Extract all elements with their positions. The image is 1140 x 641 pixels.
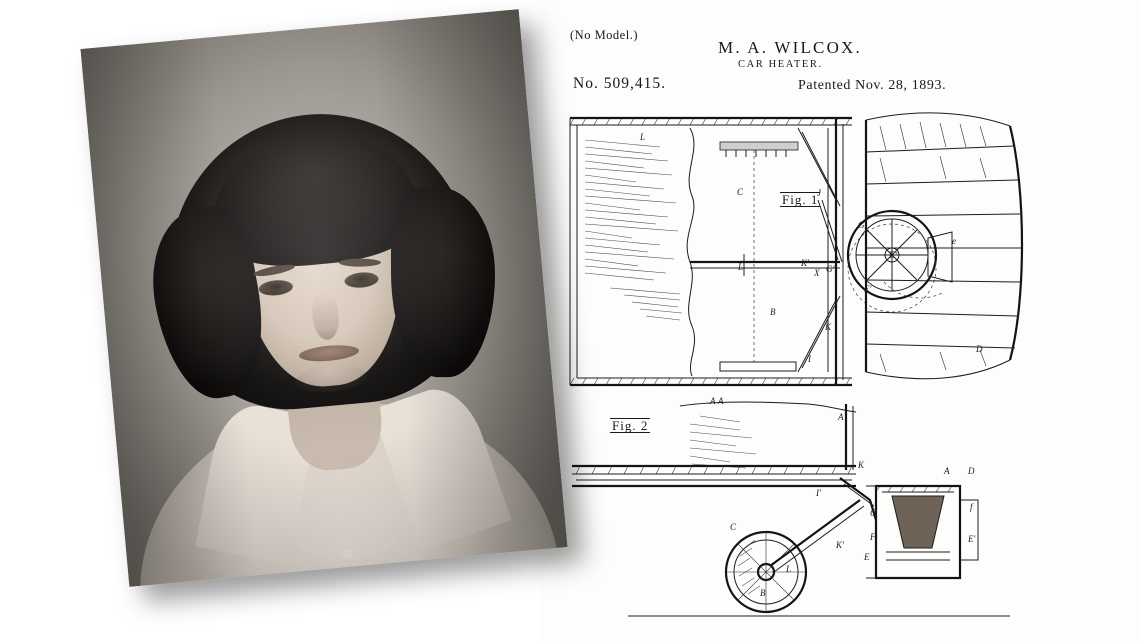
svg-text:G: G: [870, 508, 877, 518]
svg-text:K': K': [836, 540, 844, 550]
patent-number: No. 509,415.: [573, 75, 666, 92]
svg-text:I': I': [816, 488, 821, 498]
portrait-image-area: [80, 9, 567, 587]
svg-text:f: f: [970, 502, 973, 512]
svg-text:J: J: [817, 188, 821, 198]
svg-text:C: C: [737, 187, 744, 197]
svg-text:D: D: [976, 344, 983, 354]
svg-text:K: K: [858, 460, 865, 470]
figure-1-drawing: [570, 113, 1022, 406]
svg-text:G: G: [858, 220, 865, 230]
svg-text:K': K': [801, 258, 809, 268]
svg-text:L: L: [738, 262, 744, 272]
patent-model-note: (No Model.): [570, 28, 638, 42]
svg-text:E: E: [864, 552, 870, 562]
svg-text:E': E': [864, 284, 872, 294]
patent-sheet-inner: [540, 0, 1140, 641]
photo-vignette: [80, 9, 567, 587]
patent-drawing-sheet: [540, 0, 1140, 641]
svg-text:X: X: [814, 268, 820, 278]
svg-text:L: L: [786, 564, 792, 574]
svg-text:B: B: [760, 588, 766, 598]
svg-text:I: I: [808, 354, 811, 364]
svg-text:e: e: [952, 236, 956, 246]
svg-text:D: D: [968, 466, 975, 476]
svg-text:A: A: [944, 466, 950, 476]
figure-1-label: Fig. 1: [782, 192, 819, 207]
patent-line-art: [540, 0, 1140, 641]
portrait-photograph: [80, 9, 567, 587]
svg-text:A: A: [718, 396, 724, 406]
patent-date: Patented Nov. 28, 1893.: [798, 78, 947, 93]
patent-inventor: M. A. WILCOX.: [718, 38, 862, 57]
figure-2-drawing: [572, 396, 1010, 616]
svg-text:F: F: [870, 532, 876, 542]
svg-text:C: C: [730, 522, 737, 532]
svg-text:B: B: [770, 307, 776, 317]
svg-text:E': E': [968, 534, 976, 544]
svg-text:K: K: [825, 322, 832, 332]
svg-text:A: A: [838, 412, 844, 422]
patent-title: CAR HEATER.: [738, 59, 823, 70]
svg-text:A: A: [710, 396, 716, 406]
svg-text:L: L: [640, 132, 646, 142]
svg-text:E²: E²: [889, 250, 898, 260]
figure-2-label: Fig. 2: [612, 418, 649, 433]
svg-text:G': G': [826, 264, 835, 274]
